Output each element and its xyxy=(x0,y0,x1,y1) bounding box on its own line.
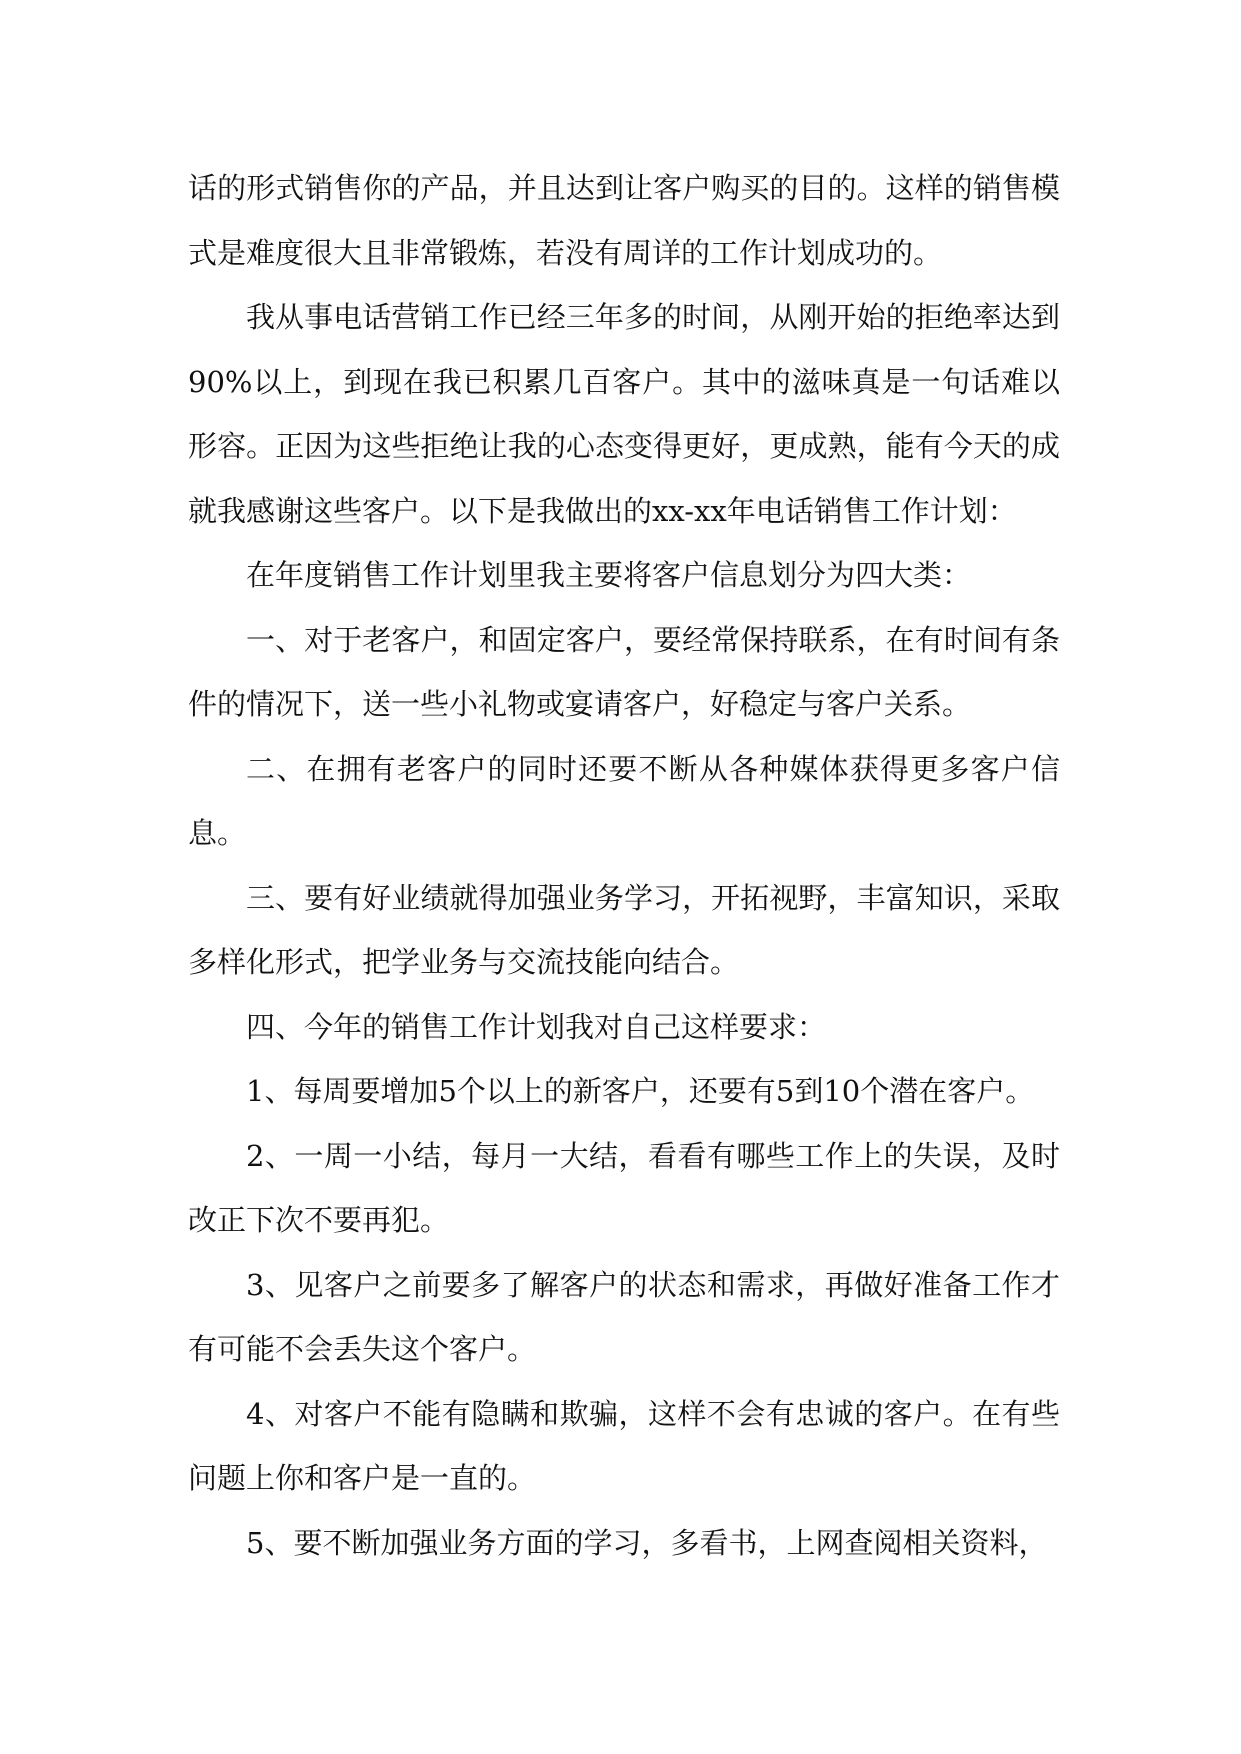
paragraph-9: 2、一周一小结，每月一大结，看看有哪些工作上的失误，及时改正下次不要再犯。 xyxy=(188,1138,1060,1237)
paragraph-11: 4、对客户不能有隐瞒和欺骗，这样不会有忠诚的客户。在有些问题上你和客户是一直的。 xyxy=(188,1396,1060,1495)
paragraph-8: 1、每周要增加5个以上的新客户，还要有5到10个潜在客户。 xyxy=(246,1074,1035,1108)
document-body xyxy=(188,156,1060,1575)
paragraph-7: 四、今年的销售工作计划我对自己这样要求： xyxy=(246,1009,827,1044)
paragraph-4: 一、对于老客户，和固定客户，要经常保持联系，在有时间有条件的情况下，送一些小礼物或宴请客户，好稳定与客户关系。 xyxy=(188,622,1060,721)
paragraph-1: 话的形式销售你的产品，并且达到让客户购买的目的。这样的销售模式是难度很大且非常锻炼，若没有周详的工作计划成功的。 xyxy=(188,171,1060,270)
paragraph-12: 5、要不断加强业务方面的学习，多看书，上网查阅相关资料， xyxy=(246,1525,1048,1560)
paragraph-5: 二、在拥有老客户的同时还要不断从各种媒体获得更多客户信息。 xyxy=(188,751,1060,850)
paragraph-6: 三、要有好业绩就得加强业务学习，开拓视野，丰富知识，采取多样化形式，把学业务与交流技能向结合。 xyxy=(188,880,1060,979)
paragraph-2: 我从事电话营销工作已经三年多的时间，从刚开始的拒绝率达到90%以上，到现在我已积累几百客户。其中的滋味真是一句话难以形容。正因为这些拒绝让我的心态变得更好，更成熟，能有今天的成就我感谢这些客户。以下是我做出的xx-xx年电话销售工作计划： xyxy=(188,300,1060,528)
paragraph-10: 3、见客户之前要多了解客户的状态和需求，再做好准备工作才有可能不会丢失这个客户。 xyxy=(188,1267,1060,1366)
paragraph-3: 在年度销售工作计划里我主要将客户信息划分为四大类： xyxy=(246,558,972,592)
